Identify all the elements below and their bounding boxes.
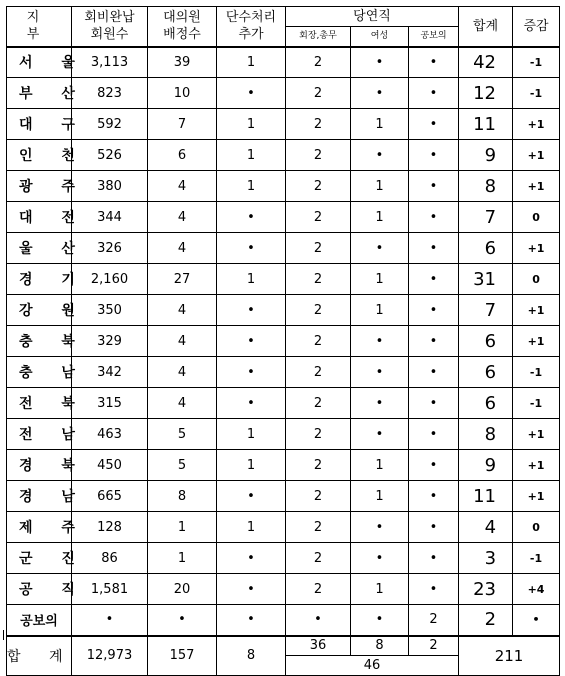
header-paid-members xyxy=(72,7,148,47)
cell-pubhealth: • xyxy=(409,481,459,512)
cell-region: 군 진 xyxy=(7,543,72,574)
cell-change: +1 xyxy=(513,233,560,264)
summary-delegates: 157 xyxy=(148,636,217,676)
cell-paid-members: 128 xyxy=(72,512,148,543)
cell-unit-extra: 1 xyxy=(217,450,286,481)
cell-delegates: 1 xyxy=(148,543,217,574)
cell-pubhealth: • xyxy=(409,388,459,419)
cell-pubhealth: • xyxy=(409,295,459,326)
cell-change: -1 xyxy=(513,357,560,388)
cell-delegates: • xyxy=(148,605,217,636)
cell-women: 1 xyxy=(351,202,409,233)
cell-chair: 2 xyxy=(286,78,351,109)
summary-pubhealth: 2 xyxy=(409,636,459,656)
cell-unit-extra: 1 xyxy=(217,140,286,171)
cell-unit-extra: • xyxy=(217,233,286,264)
cell-delegates: 4 xyxy=(148,233,217,264)
cell-region: 경 남 xyxy=(7,481,72,512)
cell-unit-extra: 1 xyxy=(217,109,286,140)
cell-region: 인 천 xyxy=(7,140,72,171)
summary-extra: 8 xyxy=(217,636,286,676)
cell-delegates: 4 xyxy=(148,326,217,357)
table-row xyxy=(7,574,560,605)
cell-region: 제 주 xyxy=(7,512,72,543)
cell-change: +1 xyxy=(513,171,560,202)
table-row xyxy=(7,450,560,481)
cell-unit-extra: 1 xyxy=(217,419,286,450)
table-body xyxy=(7,47,560,636)
cell-pubhealth: • xyxy=(409,450,459,481)
cell-total: 6 xyxy=(459,388,513,419)
cell-women: 1 xyxy=(351,109,409,140)
cell-total: 6 xyxy=(459,233,513,264)
cell-paid-members: 380 xyxy=(72,171,148,202)
cell-region: 대 구 xyxy=(7,109,72,140)
cell-unit-extra: • xyxy=(217,481,286,512)
cell-total: 4 xyxy=(459,512,513,543)
cell-pubhealth: • xyxy=(409,171,459,202)
cell-region: 서 울 xyxy=(7,47,72,78)
cell-unit-extra: • xyxy=(217,326,286,357)
header-region: 지 부 xyxy=(7,7,72,47)
table-row xyxy=(7,419,560,450)
cell-delegates: 4 xyxy=(148,171,217,202)
cell-region: 강 원 xyxy=(7,295,72,326)
cell-change: +1 xyxy=(513,326,560,357)
cell-region: 경 북 xyxy=(7,450,72,481)
header-pubhealth: 공보의 xyxy=(409,27,459,47)
cell-region: 대 전 xyxy=(7,202,72,233)
cell-pubhealth: • xyxy=(409,574,459,605)
summary-ex-officio-total: 46 xyxy=(286,656,459,676)
cell-chair: 2 xyxy=(286,264,351,295)
cell-region: 공 직 xyxy=(7,574,72,605)
header-ex-officio: 당연직 xyxy=(286,7,459,27)
cell-total: 7 xyxy=(459,202,513,233)
header-delegates-line2: 배정수 xyxy=(163,27,201,43)
cell-region: 경 기 xyxy=(7,264,72,295)
summary-women: 8 xyxy=(351,636,409,656)
cell-change: 0 xyxy=(513,202,560,233)
table-row xyxy=(7,109,560,140)
table-row xyxy=(7,512,560,543)
cell-pubhealth: 2 xyxy=(409,605,459,636)
cell-pubhealth: • xyxy=(409,109,459,140)
cell-unit-extra: • xyxy=(217,78,286,109)
cell-chair: 2 xyxy=(286,109,351,140)
cell-change: -1 xyxy=(513,388,560,419)
header-paid-line2: 회원수 xyxy=(90,27,129,43)
cell-unit-extra: • xyxy=(217,543,286,574)
cell-region: 부 산 xyxy=(7,78,72,109)
cell-women: 1 xyxy=(351,295,409,326)
cell-paid-members: • xyxy=(72,605,148,636)
cell-total: 23 xyxy=(459,574,513,605)
cell-unit-extra: • xyxy=(217,295,286,326)
cell-women: • xyxy=(351,512,409,543)
table-row xyxy=(7,326,560,357)
summary-chair: 36 xyxy=(286,636,351,656)
cell-women: • xyxy=(351,140,409,171)
summary-total: 211 xyxy=(459,636,560,676)
cell-delegates: 10 xyxy=(148,78,217,109)
cell-total: 7 xyxy=(459,295,513,326)
table-row xyxy=(7,481,560,512)
cell-pubhealth: • xyxy=(409,140,459,171)
cell-women: 1 xyxy=(351,481,409,512)
header-delegates-line1: 대의원 xyxy=(163,10,201,26)
cell-region: 울 산 xyxy=(7,233,72,264)
cell-paid-members: 1,581 xyxy=(72,574,148,605)
cell-region: 충 남 xyxy=(7,357,72,388)
cell-paid-members: 329 xyxy=(72,326,148,357)
cell-chair: 2 xyxy=(286,450,351,481)
cell-total: 12 xyxy=(459,78,513,109)
cell-chair: 2 xyxy=(286,47,351,78)
cell-pubhealth: • xyxy=(409,326,459,357)
table-row xyxy=(7,78,560,109)
cell-paid-members: 592 xyxy=(72,109,148,140)
cell-paid-members: 665 xyxy=(72,481,148,512)
cell-delegates: 39 xyxy=(148,47,217,78)
header-unit-extra-line1: 단수처리 xyxy=(225,10,277,26)
header-delegates xyxy=(148,7,217,47)
cell-paid-members: 326 xyxy=(72,233,148,264)
cell-change: 0 xyxy=(513,512,560,543)
header-women: 여성 xyxy=(351,27,409,47)
cell-chair: 2 xyxy=(286,357,351,388)
header-change: 증감 xyxy=(513,7,560,47)
cell-chair: 2 xyxy=(286,202,351,233)
cell-paid-members: 823 xyxy=(72,78,148,109)
cell-total: 42 xyxy=(459,47,513,78)
cell-women: • xyxy=(351,357,409,388)
cell-delegates: 27 xyxy=(148,264,217,295)
cell-total: 11 xyxy=(459,109,513,140)
cell-total: 6 xyxy=(459,357,513,388)
cell-paid-members: 526 xyxy=(72,140,148,171)
cell-change: +4 xyxy=(513,574,560,605)
cell-total: 6 xyxy=(459,326,513,357)
table-row xyxy=(7,47,560,78)
cell-chair: 2 xyxy=(286,419,351,450)
table-row xyxy=(7,357,560,388)
cell-change: +1 xyxy=(513,140,560,171)
cell-total: 8 xyxy=(459,419,513,450)
cell-women: • xyxy=(351,78,409,109)
cell-unit-extra: • xyxy=(217,574,286,605)
cell-change: +1 xyxy=(513,295,560,326)
cell-chair: 2 xyxy=(286,140,351,171)
cell-pubhealth: • xyxy=(409,419,459,450)
cell-paid-members: 86 xyxy=(72,543,148,574)
table-row xyxy=(7,605,560,636)
cell-region: 충 북 xyxy=(7,326,72,357)
cell-women: • xyxy=(351,543,409,574)
cell-delegates: 1 xyxy=(148,512,217,543)
cell-paid-members: 450 xyxy=(72,450,148,481)
cell-unit-extra: • xyxy=(217,388,286,419)
cell-change: -1 xyxy=(513,47,560,78)
cell-pubhealth: • xyxy=(409,357,459,388)
cell-change: +1 xyxy=(513,450,560,481)
cell-women: • xyxy=(351,233,409,264)
cell-pubhealth: • xyxy=(409,47,459,78)
cell-women: 1 xyxy=(351,450,409,481)
table-row xyxy=(7,264,560,295)
cell-pubhealth: • xyxy=(409,78,459,109)
cell-change: +1 xyxy=(513,481,560,512)
cell-paid-members: 342 xyxy=(72,357,148,388)
header-paid-line1: 회비완납 xyxy=(84,10,135,26)
cell-chair: 2 xyxy=(286,326,351,357)
cell-unit-extra: 1 xyxy=(217,264,286,295)
cell-total: 2 xyxy=(459,605,513,636)
cell-chair: 2 xyxy=(286,574,351,605)
cell-women: • xyxy=(351,326,409,357)
cell-total: 11 xyxy=(459,481,513,512)
cell-total: 8 xyxy=(459,171,513,202)
cell-total: 9 xyxy=(459,450,513,481)
table-row xyxy=(7,140,560,171)
cell-delegates: 4 xyxy=(148,202,217,233)
cell-chair: • xyxy=(286,605,351,636)
cell-women: 1 xyxy=(351,171,409,202)
cell-pubhealth: • xyxy=(409,264,459,295)
cell-change: 0 xyxy=(513,264,560,295)
cell-women: • xyxy=(351,47,409,78)
cell-unit-extra: 1 xyxy=(217,512,286,543)
cell-pubhealth: • xyxy=(409,233,459,264)
summary-paid: 12,973 xyxy=(72,636,148,676)
cell-region: 전 남 xyxy=(7,419,72,450)
header-unit-extra xyxy=(217,7,286,47)
cell-delegates: 5 xyxy=(148,450,217,481)
table-row xyxy=(7,543,560,574)
cell-pubhealth: • xyxy=(409,202,459,233)
delegate-allocation-table xyxy=(6,6,560,676)
cell-chair: 2 xyxy=(286,233,351,264)
cell-delegates: 4 xyxy=(148,388,217,419)
cell-paid-members: 3,113 xyxy=(72,47,148,78)
cell-paid-members: 344 xyxy=(72,202,148,233)
table-row xyxy=(7,202,560,233)
summary-label: 합 계 xyxy=(7,636,72,676)
cell-chair: 2 xyxy=(286,171,351,202)
cell-unit-extra: 1 xyxy=(217,171,286,202)
cell-change: -1 xyxy=(513,543,560,574)
cell-delegates: 5 xyxy=(148,419,217,450)
cell-delegates: 4 xyxy=(148,295,217,326)
table-row xyxy=(7,171,560,202)
cell-region: 광 주 xyxy=(7,171,72,202)
cell-total: 9 xyxy=(459,140,513,171)
cursor-mark xyxy=(3,630,4,640)
cell-delegates: 6 xyxy=(148,140,217,171)
cell-change: -1 xyxy=(513,78,560,109)
cell-change: • xyxy=(513,605,560,636)
cell-paid-members: 2,160 xyxy=(72,264,148,295)
cell-change: +1 xyxy=(513,419,560,450)
cell-region: 공보의 xyxy=(7,605,72,636)
cell-delegates: 8 xyxy=(148,481,217,512)
cell-chair: 2 xyxy=(286,295,351,326)
cell-region: 전 북 xyxy=(7,388,72,419)
cell-paid-members: 315 xyxy=(72,388,148,419)
cell-delegates: 4 xyxy=(148,357,217,388)
cell-women: • xyxy=(351,388,409,419)
cell-delegates: 20 xyxy=(148,574,217,605)
cell-unit-extra: 1 xyxy=(217,47,286,78)
table-row xyxy=(7,388,560,419)
cell-unit-extra: • xyxy=(217,202,286,233)
cell-total: 3 xyxy=(459,543,513,574)
cell-women: 1 xyxy=(351,574,409,605)
header-total: 합계 xyxy=(459,7,513,47)
cell-change: +1 xyxy=(513,109,560,140)
cell-delegates: 7 xyxy=(148,109,217,140)
cell-chair: 2 xyxy=(286,512,351,543)
header-unit-extra-line2: 추가 xyxy=(238,27,264,43)
cell-chair: 2 xyxy=(286,481,351,512)
cell-total: 31 xyxy=(459,264,513,295)
cell-paid-members: 463 xyxy=(72,419,148,450)
cell-unit-extra: • xyxy=(217,605,286,636)
header-chair: 회장,총무 xyxy=(286,27,351,47)
cell-women: • xyxy=(351,419,409,450)
cell-pubhealth: • xyxy=(409,512,459,543)
cell-women: 1 xyxy=(351,264,409,295)
table-row xyxy=(7,233,560,264)
table-row xyxy=(7,295,560,326)
cell-paid-members: 350 xyxy=(72,295,148,326)
cell-women: • xyxy=(351,605,409,636)
cell-chair: 2 xyxy=(286,543,351,574)
cell-unit-extra: • xyxy=(217,357,286,388)
cell-chair: 2 xyxy=(286,388,351,419)
cell-pubhealth: • xyxy=(409,543,459,574)
